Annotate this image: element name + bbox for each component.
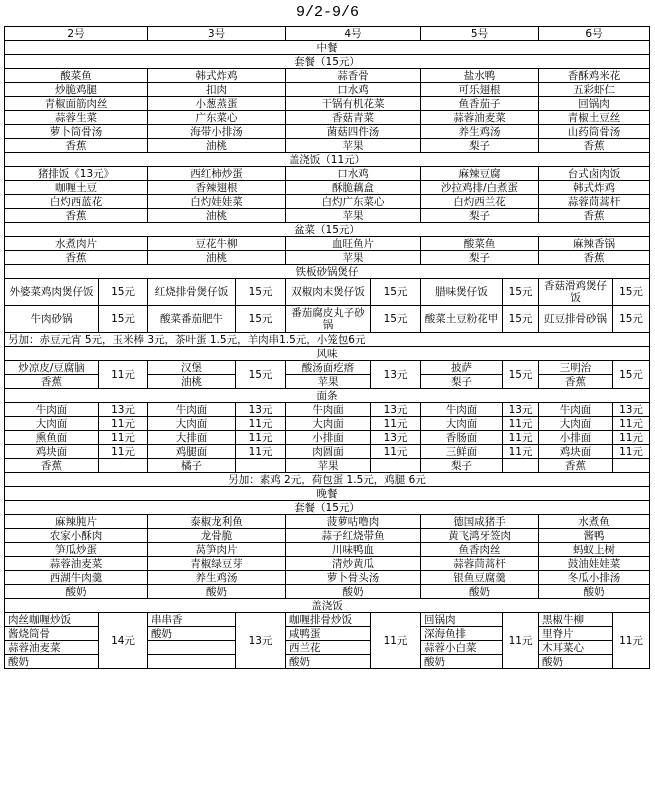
rice-item (148, 641, 236, 655)
rice-item: 里脊片 (539, 627, 613, 641)
menu-item: 酸菜鱼 (5, 69, 148, 83)
section-heading-bowl: 盆菜（15元） (5, 223, 650, 237)
rice-item: 串串香 (148, 613, 236, 627)
pot-item: 豇豆排骨砂锅 (539, 306, 613, 333)
price: 11元 (99, 445, 148, 459)
noodle-item: 小排面 (539, 431, 613, 445)
menu-item: 韩式炸鸡 (148, 69, 286, 83)
menu-item: 苹果 (286, 139, 421, 153)
menu-row (5, 111, 650, 125)
price: 15元 (236, 279, 286, 306)
menu-item: 香菇青菜 (286, 111, 421, 125)
menu-row (5, 83, 650, 97)
menu-item: 广东菜心 (148, 111, 286, 125)
menu-item: 青椒土豆丝 (539, 111, 650, 125)
rice-item: 木耳菜心 (539, 641, 613, 655)
rice-item (148, 655, 236, 669)
price: 11元 (371, 417, 421, 431)
menu-item: 酸菜鱼 (421, 237, 539, 251)
price: 13元 (613, 403, 650, 417)
menu-row (5, 543, 650, 557)
menu-item: 酸奶 (539, 585, 650, 599)
flavor-item: 汉堡 (148, 361, 236, 375)
menu-row (5, 515, 650, 529)
section-row (5, 501, 650, 515)
noodle-item: 三鲜面 (421, 445, 503, 459)
section-heading-rice: 盖浇饭 (5, 599, 650, 613)
menu-row (5, 529, 650, 543)
menu-item: 扣肉 (148, 83, 286, 97)
section-heading-noodles: 面条 (5, 389, 650, 403)
menu-item: 小葱蒸蛋 (148, 97, 286, 111)
page-title: 9/2-9/6 (295, 4, 359, 21)
noodle-fruit-row (5, 459, 650, 473)
menu-row (5, 585, 650, 599)
empty-cell (613, 459, 650, 473)
menu-item: 青椒绿豆芽 (148, 557, 286, 571)
menu-item: 蒜香骨 (286, 69, 421, 83)
menu-row (5, 181, 650, 195)
menu-item: 沙拉鸡排/白煮蛋 (421, 181, 539, 195)
menu-item: 口水鸡 (286, 167, 421, 181)
section-row (5, 153, 650, 167)
menu-item: 油桃 (148, 139, 286, 153)
menu-item: 蒜蓉生菜 (5, 111, 148, 125)
menu-item: 韩式炸鸡 (539, 181, 650, 195)
price: 11元 (99, 431, 148, 445)
noodle-item: 牛肉面 (539, 403, 613, 417)
menu-item: 养生鸡汤 (421, 125, 539, 139)
price: 11元 (503, 445, 539, 459)
menu-item: 香蕉 (5, 139, 148, 153)
menu-row (5, 139, 650, 153)
menu-item: 血旺鱼片 (286, 237, 421, 251)
menu-item: 鼓油娃娃菜 (539, 557, 650, 571)
menu-item: 咖喱土豆 (5, 181, 148, 195)
price: 11元 (236, 431, 286, 445)
price: 15元 (371, 279, 421, 306)
extras-note: 另加：赤豆元宵 5元，玉米棒 3元，茶叶蛋 1.5元，羊肉串1.5元，小笼包6元 (5, 333, 650, 347)
empty-cell (371, 459, 421, 473)
day-header: 2号 (5, 27, 148, 41)
menu-item: 香蕉 (539, 209, 650, 223)
menu-row (5, 237, 650, 251)
rice-item: 酸奶 (5, 655, 99, 669)
price: 13元 (236, 403, 286, 417)
menu-item: 酸奶 (286, 585, 421, 599)
menu-row (5, 97, 650, 111)
pot-item: 红烧排骨煲仔饭 (148, 279, 236, 306)
menu-item: 水煮肉片 (5, 237, 148, 251)
section-row (5, 389, 650, 403)
menu-item: 香酥鸡米花 (539, 69, 650, 83)
menu-item: 麻辣豆腐 (421, 167, 539, 181)
fruit: 梨子 (421, 459, 503, 473)
fruit: 香蕉 (539, 375, 613, 389)
fruit: 橘子 (148, 459, 236, 473)
price: 13元 (503, 403, 539, 417)
menu-item: 川味鸭血 (286, 543, 421, 557)
menu-item: 盐水鸭 (421, 69, 539, 83)
menu-item: 麻辣香锅 (539, 237, 650, 251)
pot-item: 双椒肉末煲仔饭 (286, 279, 371, 306)
fruit: 油桃 (148, 375, 236, 389)
menu-item: 香辣翅根 (148, 181, 286, 195)
menu-item: 台式卤肉饭 (539, 167, 650, 181)
rice-item: 酸奶 (539, 655, 613, 669)
menu-row (5, 571, 650, 585)
flavor-item: 三明治 (539, 361, 613, 375)
noodle-item: 鸡块面 (539, 445, 613, 459)
rice-item: 酸奶 (148, 627, 236, 641)
price: 13元 (371, 403, 421, 417)
section-heading-set: 套餐（15元） (5, 55, 650, 69)
menu-item: 回锅肉 (539, 97, 650, 111)
menu-item: 香蕉 (5, 209, 148, 223)
price: 11元 (503, 431, 539, 445)
noodle-item: 牛肉面 (148, 403, 236, 417)
menu-item: 炒脆鸡腿 (5, 83, 148, 97)
section-heading-flavor: 风味 (5, 347, 650, 361)
noodle-item: 大肉面 (421, 417, 503, 431)
menu-row (5, 209, 650, 223)
noodle-item: 肉圆面 (286, 445, 371, 459)
menu-item: 蚂蚁上树 (539, 543, 650, 557)
price: 15元 (503, 279, 539, 306)
menu-item: 可乐翅根 (421, 83, 539, 97)
menu-item: 酸奶 (148, 585, 286, 599)
menu-item: 黄飞鸿牙签肉 (421, 529, 539, 543)
rice-item: 酱烧筒骨 (5, 627, 99, 641)
menu-item: 笋瓜炒蛋 (5, 543, 148, 557)
empty-cell (99, 459, 148, 473)
menu-item: 西湖牛肉羹 (5, 571, 148, 585)
meal-heading-dinner: 晚餐 (5, 487, 650, 501)
pot-item: 番茄腐皮丸子砂锅 (286, 306, 371, 333)
price: 11元 (99, 361, 148, 389)
price: 15元 (236, 361, 286, 389)
menu-item: 冬瓜小排汤 (539, 571, 650, 585)
price: 13元 (371, 361, 421, 389)
rice-item: 酸奶 (421, 655, 503, 669)
weekly-menu-table (4, 26, 650, 669)
menu-item: 西红柿炒蛋 (148, 167, 286, 181)
noodle-item: 小排面 (286, 431, 371, 445)
menu-item: 酸奶 (5, 585, 148, 599)
menu-item: 香蕉 (5, 251, 148, 265)
section-row (5, 265, 650, 279)
menu-item: 豆花牛柳 (148, 237, 286, 251)
day-header: 5号 (421, 27, 539, 41)
price: 11元 (613, 445, 650, 459)
menu-item: 梨子 (421, 251, 539, 265)
price: 15元 (503, 306, 539, 333)
price: 11元 (503, 417, 539, 431)
menu-item: 香蕉 (539, 251, 650, 265)
menu-item: 龙骨脆 (148, 529, 286, 543)
price: 11元 (613, 613, 650, 669)
day-header: 6号 (539, 27, 650, 41)
menu-item: 猪排饭《13元》 (5, 167, 148, 181)
menu-row (5, 167, 650, 181)
rice-item: 咸鸭蛋 (286, 627, 371, 641)
dinner-rice-row (5, 613, 650, 627)
menu-item: 白灼娃娃菜 (148, 195, 286, 209)
pot-item: 腊味煲仔饭 (421, 279, 503, 306)
price: 11元 (503, 613, 539, 669)
empty-cell (236, 459, 286, 473)
price: 15元 (99, 279, 148, 306)
fruit: 香蕉 (5, 375, 99, 389)
menu-item: 蒜蓉茼蒿杆 (539, 195, 650, 209)
menu-row (5, 195, 650, 209)
price: 15元 (613, 279, 650, 306)
menu-item: 青椒面筋肉丝 (5, 97, 148, 111)
menu-item: 菠萝咕噜肉 (286, 515, 421, 529)
rice-item: 肉丝咖喱炒饭 (5, 613, 99, 627)
noodle-item: 香肠面 (421, 431, 503, 445)
flavor-item: 披萨 (421, 361, 503, 375)
noodle-row (5, 431, 650, 445)
menu-item: 白灼西蓝花 (5, 195, 148, 209)
price: 11元 (371, 445, 421, 459)
menu-item: 麻辣肫片 (5, 515, 148, 529)
noodle-item: 熏鱼面 (5, 431, 99, 445)
section-heading-rice: 盖浇饭（11元） (5, 153, 650, 167)
price: 15元 (613, 361, 650, 389)
price: 11元 (613, 417, 650, 431)
fruit: 苹果 (286, 375, 371, 389)
section-heading-pot: 铁板砂锅煲仔 (5, 265, 650, 279)
menu-item: 农家小酥肉 (5, 529, 148, 543)
noodle-item: 牛肉面 (286, 403, 371, 417)
noodle-item: 牛肉面 (421, 403, 503, 417)
price: 15元 (99, 306, 148, 333)
pot-item: 外婆菜鸡肉煲仔饭 (5, 279, 99, 306)
menu-item: 海带小排汤 (148, 125, 286, 139)
price: 13元 (236, 613, 286, 669)
menu-item: 菌菇四件汤 (286, 125, 421, 139)
rice-item: 咖喱排骨炒饭 (286, 613, 371, 627)
pot-item: 牛肉砂锅 (5, 306, 99, 333)
price: 13元 (371, 431, 421, 445)
menu-item: 干锅有机花菜 (286, 97, 421, 111)
day-header: 4号 (286, 27, 421, 41)
menu-item: 白灼西兰花 (421, 195, 539, 209)
menu-item: 蒜子红烧带鱼 (286, 529, 421, 543)
noodle-item: 大肉面 (286, 417, 371, 431)
noodle-item: 大肉面 (539, 417, 613, 431)
menu-item: 银鱼豆腐羹 (421, 571, 539, 585)
rice-item: 深海鱼排 (421, 627, 503, 641)
extras-note: 另加：素鸡 2元，荷包蛋 1.5元，鸡腿 6元 (5, 473, 650, 487)
menu-row (5, 69, 650, 83)
menu-item: 莴笋肉片 (148, 543, 286, 557)
section-row (5, 473, 650, 487)
section-row (5, 487, 650, 501)
menu-item: 鱼香茄子 (421, 97, 539, 111)
noodle-row (5, 403, 650, 417)
noodle-item: 鸡腿面 (148, 445, 236, 459)
menu-item: 油桃 (148, 251, 286, 265)
menu-item: 德国咸猪手 (421, 515, 539, 529)
menu-item: 山药筒骨汤 (539, 125, 650, 139)
menu-item: 口水鸡 (286, 83, 421, 97)
noodle-item: 鸡块面 (5, 445, 99, 459)
rice-item: 西兰花 (286, 641, 371, 655)
price: 15元 (503, 361, 539, 389)
price: 15元 (236, 306, 286, 333)
menu-item: 蒜蓉茼蒿杆 (421, 557, 539, 571)
menu-item: 酥脆藕盒 (286, 181, 421, 195)
menu-item: 白灼广东菜心 (286, 195, 421, 209)
pot-item: 酸菜土豆粉花甲 (421, 306, 503, 333)
rice-item: 蒜蓉小白菜 (421, 641, 503, 655)
section-row (5, 333, 650, 347)
menu-item: 鱼香肉丝 (421, 543, 539, 557)
menu-item: 萝卜骨头汤 (286, 571, 421, 585)
section-row (5, 599, 650, 613)
fruit: 梨子 (421, 375, 503, 389)
menu-item: 油桃 (148, 209, 286, 223)
menu-item: 养生鸡汤 (148, 571, 286, 585)
fruit: 香蕉 (539, 459, 613, 473)
rice-item: 酸奶 (286, 655, 371, 669)
noodle-row (5, 445, 650, 459)
meal-heading-lunch: 中餐 (5, 41, 650, 55)
menu-item: 梨子 (421, 209, 539, 223)
day-header: 3号 (148, 27, 286, 41)
menu-item: 酸奶 (421, 585, 539, 599)
flavor-item: 酸汤面疙瘩 (286, 361, 371, 375)
rice-item: 黑椒牛柳 (539, 613, 613, 627)
menu-row (5, 557, 650, 571)
section-row (5, 41, 650, 55)
day-header-row (5, 27, 650, 41)
price: 11元 (236, 417, 286, 431)
rice-item: 回锅肉 (421, 613, 503, 627)
rice-item: 蒜蓉油麦菜 (5, 641, 99, 655)
noodle-item: 牛肉面 (5, 403, 99, 417)
menu-item: 蒜蓉油麦菜 (421, 111, 539, 125)
pot-row (5, 306, 650, 333)
fruit: 苹果 (286, 459, 371, 473)
menu-item: 泰椒龙利鱼 (148, 515, 286, 529)
menu-item: 萝卜筒骨汤 (5, 125, 148, 139)
empty-cell (503, 459, 539, 473)
menu-item: 梨子 (421, 139, 539, 153)
menu-item: 酱鸭 (539, 529, 650, 543)
section-row (5, 55, 650, 69)
menu-row (5, 251, 650, 265)
menu-item: 苹果 (286, 209, 421, 223)
noodle-item: 大排面 (148, 431, 236, 445)
section-heading-set: 套餐（15元） (5, 501, 650, 515)
menu-row (5, 125, 650, 139)
noodle-item: 大肉面 (148, 417, 236, 431)
pot-row (5, 279, 650, 306)
section-row (5, 223, 650, 237)
menu-item: 蒜蓉油麦菜 (5, 557, 148, 571)
menu-item: 水煮鱼 (539, 515, 650, 529)
price: 15元 (371, 306, 421, 333)
price: 11元 (613, 431, 650, 445)
price: 13元 (99, 403, 148, 417)
flavor-item: 炒凉皮/豆腐脑 (5, 361, 99, 375)
menu-item: 五彩虾仁 (539, 83, 650, 97)
noodle-item: 大肉面 (5, 417, 99, 431)
price: 15元 (613, 306, 650, 333)
pot-item: 香菇滑鸡煲仔饭 (539, 279, 613, 306)
noodle-row (5, 417, 650, 431)
price: 11元 (99, 417, 148, 431)
flavor-row (5, 361, 650, 375)
pot-item: 酸菜番茄肥牛 (148, 306, 236, 333)
price: 11元 (371, 613, 421, 669)
fruit: 香蕉 (5, 459, 99, 473)
menu-item: 香蕉 (539, 139, 650, 153)
price: 11元 (236, 445, 286, 459)
price: 14元 (99, 613, 148, 669)
menu-item: 苹果 (286, 251, 421, 265)
section-row (5, 347, 650, 361)
menu-item: 清炒黄瓜 (286, 557, 421, 571)
